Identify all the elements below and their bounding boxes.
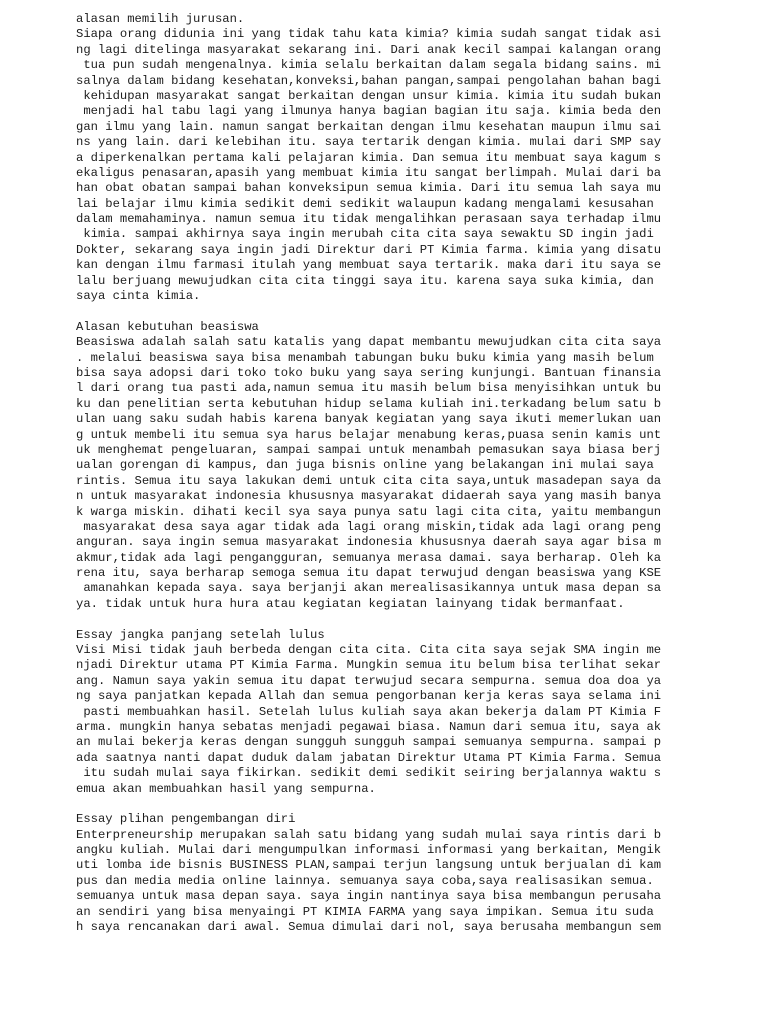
text-line: ualan gorengan di kampus, dan juga bisnis online yang belakangan ini mulai saya [76,458,654,473]
text-line: uti lomba ide bisnis BUSINESS PLAN,sampai terjun langsung untuk berjualan di kam [76,858,662,873]
text-line: masyarakat desa saya agar tidak ada lagi orang miskin,tidak ada lagi orang peng [76,519,662,534]
text-line: kimia. sampai akhirnya saya ingin merubah cita cita saya sewaktu SD ingin jadi [76,227,654,242]
text-line: angku kuliah. Mulai dari mengumpulkan informasi informasi yang berkaitan, Mengik [76,843,662,858]
text-line: dalam memahaminya. namun semua itu tidak mengalihkan perasaan saya terhadap ilmu [76,212,662,227]
text-line: gan ilmu yang lain. namun sangat berkaitan dengan ilmu kesehatan maupun ilmu sai [76,119,662,134]
text-line: rena itu, saya berharap semoga semua itu dapat terwujud dengan beasiswa yang KSE [76,566,662,581]
text-line: ku dan penelitian serta kebutuhan hidup selama kuliah ini.terkadang belum satu b [76,396,662,411]
text-line: g untuk membeli itu semua sya harus belajar menabung keras,puasa senin kamis unt [76,427,662,442]
text-line: kehidupan masyarakat sangat berkaitan dengan unsur kimia. kimia itu sudah bukan [76,88,662,103]
text-line: itu sudah mulai saya fikirkan. sedikit demi sedikit seiring berjalannya waktu s [76,766,662,781]
text-line: ulan uang saku sudah habis karena banyak kegiatan yang saya ikuti memerlukan uan [76,412,662,427]
text-line: arma. mungkin hanya sebatas menjadi pegawai biasa. Namun dari semua itu, saya ak [76,719,662,734]
text-line: pasti membuahkan hasil. Setelah lulus kuliah saya akan bekerja dalam PT Kimia F [76,704,662,719]
text-line: bisa saya adopsi dari toko toko buku yang saya sering kunjungi. Bantuan finansia [76,365,662,380]
text-line: akmur,tidak ada lagi pengangguran, semuanya merasa damai. saya berharap. Oleh ka [76,550,662,565]
text-line: han obat obatan sampai bahan konveksipun semua kimia. Dari itu semua lah saya mu [76,181,662,196]
text-line: rintis. Semua itu saya lakukan demi untuk cita cita saya,untuk masadepan saya da [76,473,662,488]
text-line: ya. tidak untuk hura hura atau kegiatan kegiatan lainyang tidak bermanfaat. [76,596,625,611]
text-line: Beasiswa adalah salah satu katalis yang dapat membantu mewujudkan cita cita saya [76,335,662,350]
text-line: salnya dalam bidang kesehatan,konveksi,bahan pangan,sampai pengolahan bahan bagi [76,73,662,88]
text-line: h saya rencanakan dari awal. Semua dimulai dari nol, saya berusaha membangun sem [76,920,662,935]
text-line: ng lagi ditelinga masyarakat sekarang ini. Dari anak kecil sampai kalangan orang [76,42,662,57]
text-line: k warga miskin. dihati kecil sya saya punya satu lagi cita cita, yaitu membangun [76,504,662,519]
text-line: tua pun sudah mengenalnya. kimia selalu berkaitan dalam segala bidang sains. mi [76,58,662,73]
text-line: n untuk masyarakat indonesia khususnya masyarakat didaerah saya yang masih banya [76,489,662,504]
text-line: Siapa orang didunia ini yang tidak tahu kata kimia? kimia sudah sangat tidak asi [76,27,662,42]
essay-section [76,812,756,935]
text-line: pus dan media media online lainnya. semuanya saya coba,saya realisasikan semua. [76,873,654,888]
text-line: menjadi hal tabu lagi yang ilmunya hanya bagian bagian itu saja. kimia beda den [76,104,662,119]
essay-section [76,320,756,612]
section-heading-line: Alasan kebutuhan beasiswa [76,319,259,334]
text-line: kan dengan ilmu farmasi itulah yang membuat saya tertarik. maka dari itu saya se [76,258,662,273]
text-line: lai belajar ilmu kimia sedikit demi sedikit walaupun kadang mengalami kesusahan [76,196,654,211]
text-line: l dari orang tua pasti ada,namun semua itu masih belum bisa menyisihkan untuk bu [76,381,662,396]
text-line: an mulai bekerja keras dengan sungguh sungguh sampai semuanya sempurna. sampai p [76,735,662,750]
text-line: ang. Namun saya yakin semua itu dapat terwujud secara sempurna. semua doa doa ya [76,673,662,688]
text-line: amanahkan kepada saya. saya berjanji akan merealisasikannya untuk masa depan sa [76,581,662,596]
text-line: ng saya panjatkan kepada Allah dan semua pengorbanan kerja keras saya selama ini [76,689,662,704]
text-line: alasan memilih jurusan. [76,12,245,26]
text-line: saya cinta kimia. [76,289,201,304]
text-line: a diperkenalkan pertama kali pelajaran kimia. Dan semua itu membuat saya kagum s [76,150,662,165]
text-line: anguran. saya ingin semua masyarakat indonesia khususnya daerah saya agar bisa m [76,535,662,550]
text-line: Dokter, sekarang saya ingin jadi Direktur dari PT Kimia farma. kimia yang disatu [76,242,662,257]
text-line: ns yang lain. dari kelebihan itu. saya tertarik dengan kimia. mulai dari SMP say [76,135,662,150]
text-line: an sendiri yang bisa menyaingi PT KIMIA FARMA yang saya impikan. Semua itu suda [76,904,654,919]
text-line: semuanya untuk masa depan saya. saya ingin nantinya saya bisa membangun perusaha [76,889,662,904]
essay-section [76,12,756,304]
text-line: . melalui beasiswa saya bisa menambah tabungan buku buku kimia yang masih belum [76,350,654,365]
text-line: Visi Misi tidak jauh berbeda dengan cita cita. Cita cita saya sejak SMA ingin me [76,643,662,658]
essay-section [76,628,756,797]
section-heading-line: Essay jangka panjang setelah lulus [76,627,325,642]
text-line: ada saatnya nanti dapat duduk dalam jabatan Direktur Utama PT Kimia Farma. Semua [76,750,662,765]
text-line: njadi Direktur utama PT Kimia Farma. Mungkin semua itu belum bisa terlihat sekar [76,658,662,673]
document-page [76,12,756,951]
text-line: ekaligus penasaran,apasih yang membuat kimia itu sangat berlimpah. Mulai dari ba [76,165,662,180]
text-line: lalu berjuang mewujudkan cita cita tinggi saya itu. karena saya suka kimia, dan [76,273,654,288]
text-line: Enterpreneurship merupakan salah satu bidang yang sudah mulai saya rintis dari b [76,827,662,842]
section-heading-line: Essay plihan pengembangan diri [76,812,296,827]
text-line: uk menghemat pengeluaran, sampai sampai untuk menambah pemasukan saya biasa berj [76,442,662,457]
text-line: emua akan membuahkan hasil yang sempurna. [76,781,376,796]
